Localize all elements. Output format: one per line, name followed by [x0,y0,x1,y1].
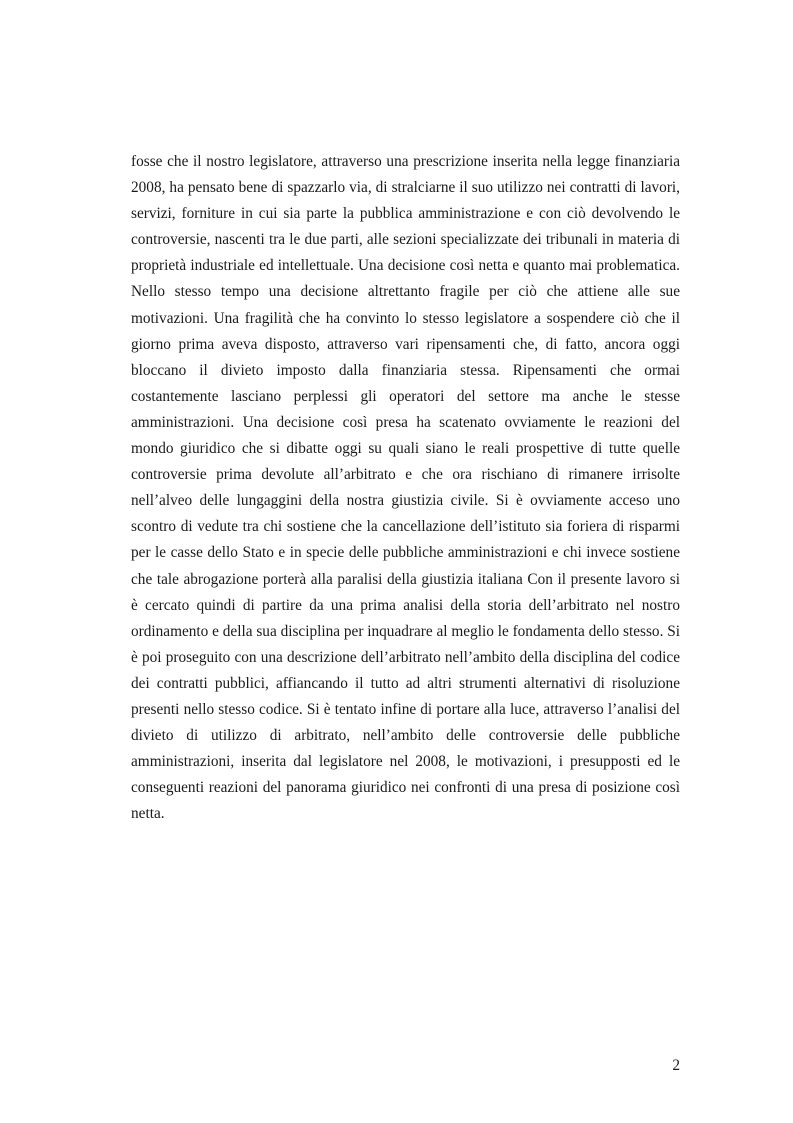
body-paragraph: fosse che il nostro legislatore, attraverso una prescrizione inserita nella legge finanziaria 2008, ha pensato bene di spazzarlo via, di stralciarne il suo utilizzo nei contratti di lavori, servizi, forniture in cui sia parte la pubblica amministrazione e con ciò devolvendo le controversie, nascenti tra le due parti, alle sezioni specializzate dei tribunali in materia di proprietà industriale ed intellettuale. Una decisione così netta e quanto mai problematica. Nello stesso tempo una decisione altrettanto fragile per ciò che attiene alle sue motivazioni. Una fragilità che ha convinto lo stesso legislatore a sospendere ciò che il giorno prima aveva disposto, attraverso vari ripensamenti che, di fatto, ancora oggi bloccano il divieto imposto dalla finanziaria stessa. Ripensamenti che ormai costantemente lasciano perplessi gli operatori del settore ma anche le stesse amministrazioni. Una decisione così presa ha scatenato ovviamente le reazioni del mondo giuridico che si dibatte oggi su quali siano le reali prospettive di tutte quelle controversie prima devolute all’arbitrato e che ora rischiano di rimanere irrisolte nell’alveo delle lungaggini della nostra giustizia civile. Si è ovviamente acceso uno scontro di vedute tra chi sostiene che la cancellazione dell’istituto sia foriera di risparmi per le casse dello Stato e in specie delle pubbliche amministrazioni e chi invece sostiene che tale abrogazione porterà alla paralisi della giustizia italiana Con il presente lavoro si è cercato quindi di partire da una prima analisi della storia dell’arbitrato nel nostro ordinamento e della sua disciplina per inquadrare al meglio le fondamenta dello stesso. Si è poi proseguito con una descrizione dell’arbitrato nell’ambito della disciplina del codice dei contratti pubblici, affiancando il tutto ad altri strumenti alternativi di risoluzione presenti nello stesso codice. Si è tentato infine di portare alla luce, attraverso l’analisi del divieto di utilizzo di arbitrato, nell’ambito delle controversie delle pubbliche amministrazioni, inserita dal legislatore nel 2008, le motivazioni, i presupposti ed le conseguenti reazioni del panorama giuridico nei confronti di una presa di posizione così netta. [131,153,680,823]
page-number: 2 [672,1057,680,1074]
